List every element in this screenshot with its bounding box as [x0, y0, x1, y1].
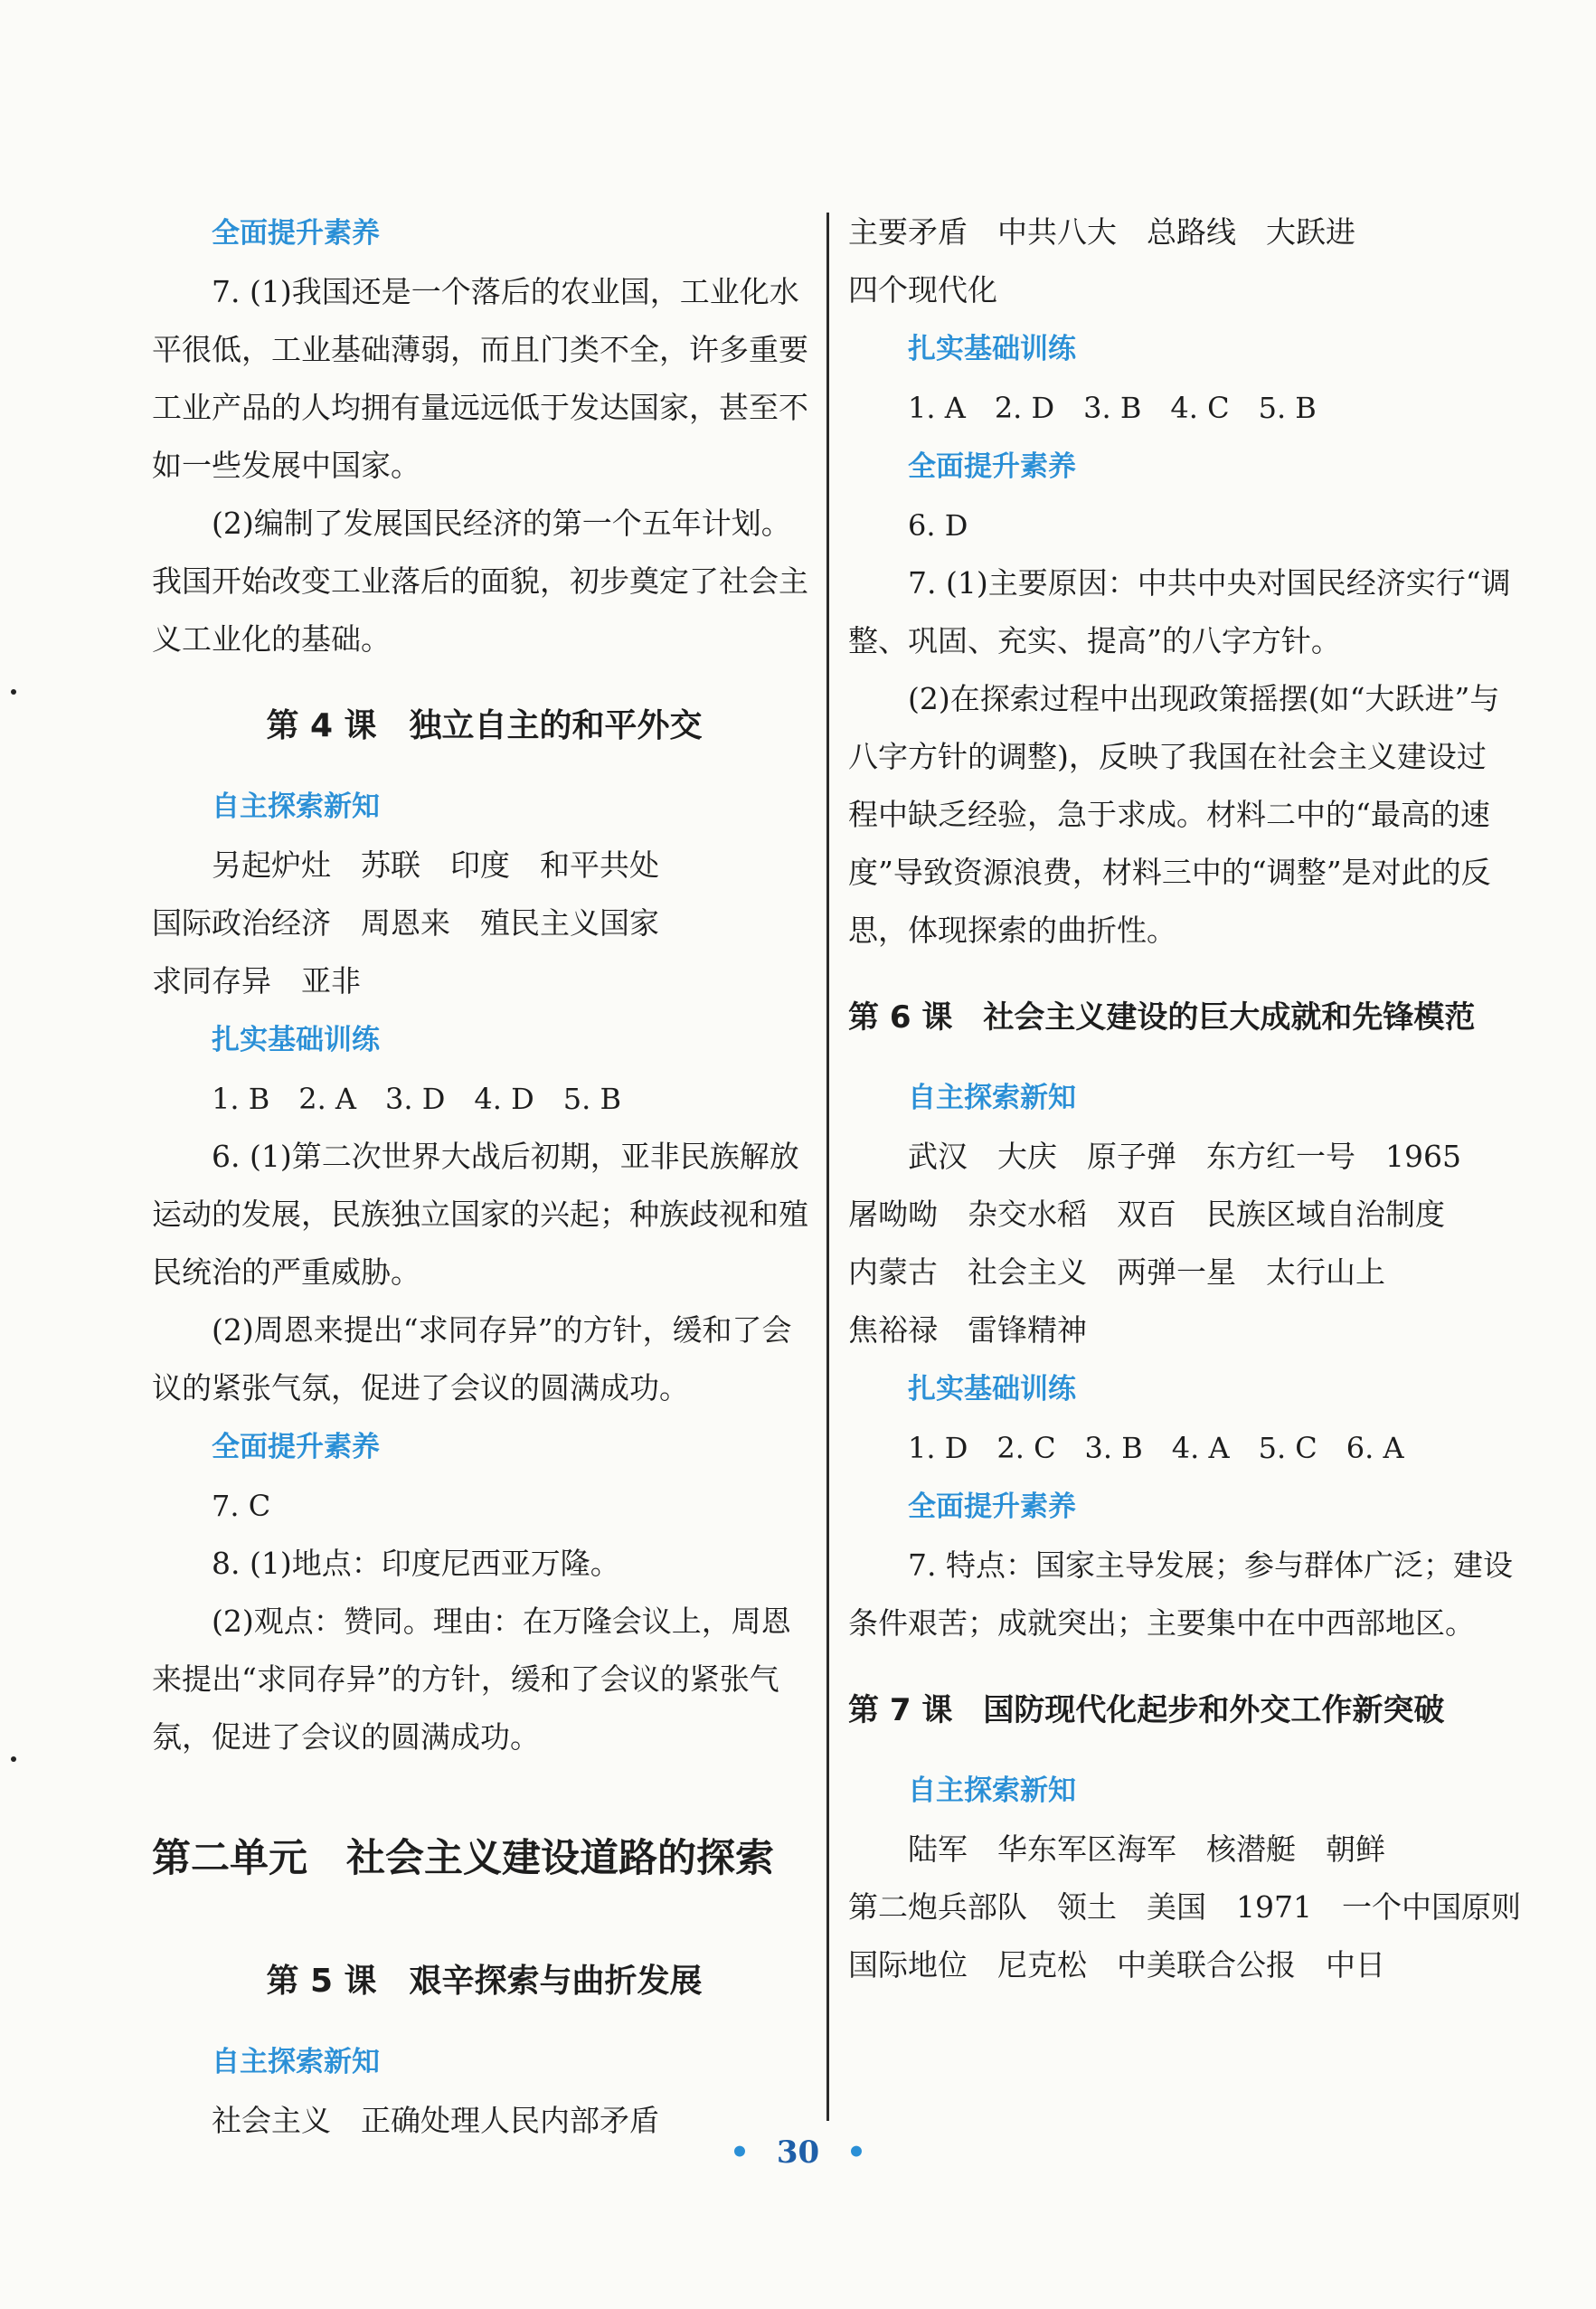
terms-line: 武汉 大庆 原子弹 东方红一号 1965 [908, 1139, 1461, 1174]
scan-mark [11, 1756, 16, 1762]
terms-line: 第二炮兵部队 领土 美国 1971 一个中国原则 [848, 1889, 1521, 1925]
answer-paragraph: 7. (1)我国还是一个落后的农业国，工业化水平很低，工业基础薄弱，而且门类不全，许多重要工业产品的人均拥有量远远低于发达国家，甚至不如一些发展中国家。 [152, 274, 808, 483]
answer-paragraph: (2)在探索过程中出现政策摇摆(如“大跃进”与八字方针的调整)，反映了我国在社会主义建设过程中缺乏经验，急于求成。材料二中的“最高的速度”导致资源浪费，材料三中的“调整”是对此的反思，体现探索的曲折性。 [848, 681, 1500, 948]
choice-answers: 1. A 2. D 3. B 4. C 5. B [908, 391, 1317, 425]
section-heading: 扎实基础训练 [908, 333, 1076, 365]
page-number-footer [0, 2134, 1596, 2171]
terms-line: 主要矛盾 中共八大 总路线 大跃进 [848, 214, 1355, 250]
terms-line: 国际政治经济 周恩来 殖民主义国家 [152, 905, 659, 941]
answer-paragraph: 8. (1)地点：印度尼西亚万隆。 [212, 1546, 620, 1581]
section-heading: 全面提升素养 [212, 217, 380, 250]
choice-answers: 1. D 2. C 3. B 4. A 5. C 6. A [908, 1431, 1404, 1465]
section-heading: 自主探索新知 [212, 790, 380, 823]
page-number: 30 [776, 2134, 820, 2171]
section-heading: 全面提升素养 [908, 1490, 1076, 1523]
answer-paragraph: (2)编制了发展国民经济的第一个五年计划。我国开始改变工业落后的面貌，初步奠定了社会主义工业化的基础。 [152, 506, 808, 657]
section-heading: 自主探索新知 [908, 1774, 1076, 1807]
lesson-title: 第 4 课 独立自主的和平外交 [266, 707, 703, 744]
answer-paragraph: 7. (1)主要原因：中共中央对国民经济实行“调整、巩固、充实、提高”的八字方针。 [848, 565, 1511, 658]
terms-line: 陆军 华东军区海军 核潜艇 朝鲜 [908, 1831, 1385, 1867]
unit-title: 第二单元 社会主义建设道路的探索 [152, 1836, 774, 1881]
terms-line: 屠呦呦 杂交水稻 双百 民族区域自治制度 [848, 1197, 1445, 1232]
choice-answers: 7. C [212, 1489, 271, 1523]
terms-line: 社会主义 正确处理人民内部矛盾 [212, 2103, 659, 2138]
terms-line: 焦裕禄 雷锋精神 [848, 1312, 1087, 1348]
terms-line: 国际地位 尼克松 中美联合公报 中日 [848, 1947, 1385, 1983]
choice-answers: 1. B 2. A 3. D 4. D 5. B [212, 1082, 621, 1116]
right-column [848, 203, 1521, 1994]
column-divider [826, 213, 829, 2121]
bullet-icon: • [730, 2134, 750, 2171]
terms-line: 求同存异 亚非 [152, 963, 361, 998]
answer-paragraph: (2)观点：赞同。理由：在万隆会议上，周恩来提出“求同存异”的方针，缓和了会议的紧张气氛，促进了会议的圆满成功。 [152, 1604, 791, 1755]
choice-answers: 6. D [908, 508, 968, 543]
answer-paragraph: 7. 特点：国家主导发展；参与群体广泛；建设条件艰苦；成就突出；主要集中在中西部地区。 [848, 1547, 1513, 1641]
section-heading: 全面提升素养 [212, 1431, 380, 1463]
section-heading: 扎实基础训练 [212, 1024, 380, 1056]
lesson-title: 第 7 课 国防现代化起步和外交工作新突破 [848, 1692, 1445, 1728]
section-heading: 全面提升素养 [908, 450, 1076, 483]
section-heading: 自主探索新知 [908, 1082, 1076, 1114]
lesson-title: 第 6 课 社会主义建设的巨大成就和先锋模范 [848, 999, 1476, 1036]
answer-paragraph: 6. (1)第二次世界大战后初期，亚非民族解放运动的发展，民族独立国家的兴起；种族歧视和殖民统治的严重威胁。 [152, 1139, 808, 1290]
terms-line: 另起炉灶 苏联 印度 和平共处 [212, 847, 659, 883]
terms-line: 四个现代化 [848, 272, 997, 308]
left-column [152, 203, 817, 2150]
bullet-icon: • [846, 2134, 866, 2171]
lesson-title: 第 5 课 艰辛探索与曲折发展 [266, 1963, 703, 2000]
section-heading: 扎实基础训练 [908, 1373, 1076, 1405]
section-heading: 自主探索新知 [212, 2046, 380, 2078]
scan-mark [11, 689, 16, 695]
answer-paragraph: (2)周恩来提出“求同存异”的方针，缓和了会议的紧张气氛，促进了会议的圆满成功。 [152, 1312, 792, 1405]
terms-line: 内蒙古 社会主义 两弹一星 太行山上 [848, 1254, 1385, 1290]
